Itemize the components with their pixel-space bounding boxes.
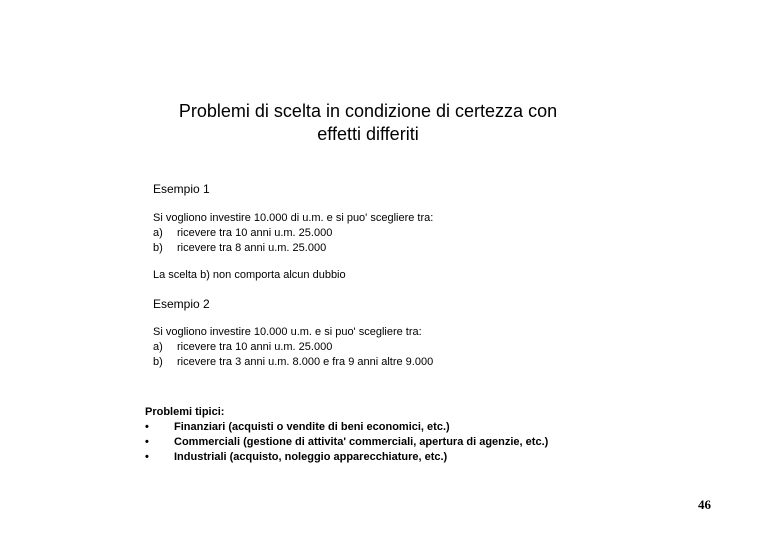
option-text: ricevere tra 8 anni u.m. 25.000 <box>177 242 327 254</box>
problem-item-financial <box>145 420 548 435</box>
problem-item-industrial <box>145 450 548 465</box>
example-2-intro: Si vogliono investire 10.000 u.m. e si puo' scegliere tra: <box>153 326 422 338</box>
bullet-icon: • <box>145 436 149 448</box>
option-marker: a) <box>153 227 163 239</box>
example-1-option-a <box>153 226 433 241</box>
option-marker: b) <box>153 242 163 254</box>
bullet-icon: • <box>145 451 149 463</box>
example-1-conclusion: La scelta b) non comporta alcun dubbio <box>153 269 346 281</box>
title-line-2: effetti differiti <box>317 124 419 144</box>
bullet-icon: • <box>145 421 149 433</box>
example-1-intro: Si vogliono investire 10.000 di u.m. e si puo' scegliere tra: <box>153 212 434 224</box>
example-2-heading: Esempio 2 <box>153 297 210 311</box>
example-1-heading: Esempio 1 <box>153 182 210 196</box>
page-number: 46 <box>698 497 711 512</box>
example-1-option-b <box>153 241 433 256</box>
option-marker: a) <box>153 341 163 353</box>
slide-title <box>100 100 636 146</box>
problem-item-text: Industriali (acquisto, noleggio apparecchiature, etc.) <box>174 451 448 463</box>
problem-item-commercial <box>145 435 548 450</box>
example-1-body <box>153 211 433 256</box>
option-text: ricevere tra 10 anni u.m. 25.000 <box>177 341 333 353</box>
option-text: ricevere tra 3 anni u.m. 8.000 e fra 9 anni altre 9.000 <box>177 356 434 368</box>
problem-item-text: Commerciali (gestione di attivita' commerciali, apertura di agenzie, etc.) <box>174 436 549 448</box>
problem-item-text: Finanziari (acquisti o vendite di beni economici, etc.) <box>174 421 450 433</box>
title-line-1: Problemi di scelta in condizione di certezza con <box>178 101 558 121</box>
option-marker: b) <box>153 356 163 368</box>
example-2-option-a <box>153 340 433 355</box>
typical-problems-heading: Problemi tipici: <box>145 406 225 418</box>
example-2-option-b <box>153 355 433 370</box>
typical-problems <box>145 405 548 465</box>
option-text: ricevere tra 10 anni u.m. 25.000 <box>177 227 333 239</box>
example-2-body <box>153 325 433 370</box>
